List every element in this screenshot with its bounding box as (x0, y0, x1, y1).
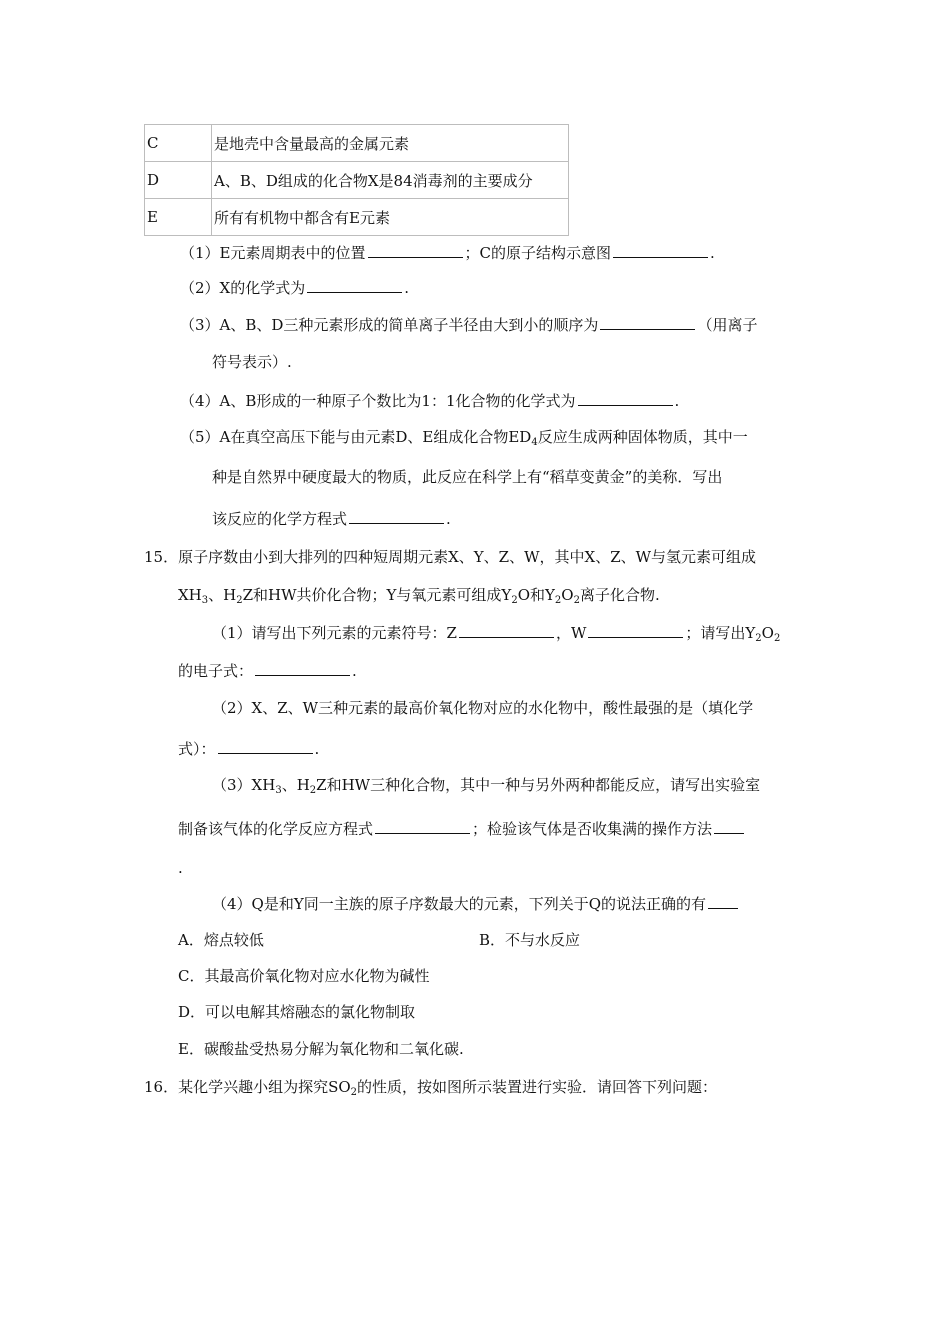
q15-part4-text: （4）Q是和Y同一主族的原子序数最大的元素，下列关于Q的说法正确的有 (212, 895, 707, 913)
q15-part2: （2）X、Z、W三种元素的最高价氧化物对应的水化物中，酸性最强的是（填化学 (212, 699, 754, 717)
q15-intro-line2 (178, 585, 660, 605)
q14-part5-line3 (212, 508, 451, 529)
q15-part4 (212, 893, 740, 914)
table-row (145, 125, 569, 162)
formula-text: O和Y (517, 586, 555, 604)
q15-part1-cont (178, 660, 357, 681)
subscript: 3 (275, 785, 282, 796)
formula-text: 、H (281, 776, 310, 794)
q14-part2 (180, 277, 409, 298)
q15-part1-text-c: ；请写出Y (685, 624, 756, 642)
subscript: 2 (554, 595, 562, 606)
formula-text: Z和HW共价化合物；Y与氧元素可组成Y (242, 586, 512, 604)
period: . (404, 279, 410, 297)
q15-part3-text: Z和HW三种化合物，其中一种与另外两种都能反应，请写出实验室 (316, 776, 761, 794)
q14-part2-text: （2）X的化学式为 (180, 279, 306, 297)
q15-part3-dot: . (178, 859, 183, 877)
answer-blank[interactable] (255, 660, 350, 676)
answer-blank[interactable] (714, 818, 744, 834)
period: . (314, 740, 320, 758)
table-cell-value: 所有有机物中都含有E元素 (212, 199, 569, 236)
subscript: 2 (236, 595, 243, 606)
q16-text: 16．某化学兴趣小组为探究SO (144, 1078, 351, 1096)
answer-blank[interactable] (349, 508, 444, 524)
table-cell-value: 是地壳中含量最高的金属元素 (212, 125, 569, 162)
subscript: 2 (350, 1087, 358, 1098)
option-c[interactable]: C．其最高价氧化物对应水化物为碱性 (178, 967, 430, 985)
q15-part2-cont (178, 738, 319, 759)
q14-part3-text: （3）A、B、D三种元素形成的简单离子半径由大到小的顺序为 (180, 316, 599, 334)
formula-text: O (561, 586, 574, 604)
subscript: 2 (309, 785, 317, 796)
subscript: 2 (755, 633, 762, 644)
option-d[interactable]: D．可以电解其熔融态的氯化物制取 (178, 1003, 416, 1021)
subscript: 3 (201, 595, 209, 606)
period: . (446, 510, 451, 528)
subscript: 2 (511, 595, 518, 606)
q15-part1-text-b: ，W (555, 624, 587, 642)
q14-part3-cont: 符号表示）. (212, 353, 292, 371)
q16-text-b: 的性质，按如图所示装置进行实验．请回答下列问题： (357, 1078, 718, 1096)
q15-part3 (212, 775, 760, 795)
q15-part2-text-b: 式）： (178, 740, 216, 758)
q14-part3-text-b: （用离子 (697, 316, 758, 334)
q14-part5-text-d: 该反应的化学方程式 (212, 510, 348, 528)
table-cell-value: A、B、D组成的化合物X是84消毒剂的主要成分 (212, 162, 569, 199)
formula-text: （3）XH (212, 776, 276, 794)
table-cell-key: E (145, 199, 212, 236)
q14-part1-text: （1）E元素周期表中的位置 (180, 244, 366, 262)
subscript: 2 (573, 595, 580, 606)
q14-part5 (180, 427, 748, 447)
answer-blank[interactable] (588, 622, 683, 638)
q14-part5-text-b: 反应生成两种固体物质，其中一 (537, 428, 748, 446)
q14-part4-text: （4）A、B形成的一种原子个数比为1：1化合物的化学式为 (180, 392, 576, 410)
answer-blank[interactable] (218, 738, 313, 754)
q15-part3-cont (178, 818, 746, 839)
formula-text: 离子化合物. (579, 586, 660, 604)
answer-blank[interactable] (368, 242, 463, 258)
q15-part3-text-b: 制备该气体的化学反应方程式 (178, 820, 374, 838)
subscript: 4 (531, 437, 538, 448)
answer-blank[interactable] (459, 622, 554, 638)
q15-part1-text: （1）请写出下列元素的元素符号：Z (212, 624, 457, 642)
q16-intro (144, 1077, 717, 1097)
answer-blank[interactable] (708, 893, 738, 909)
formula-text: O (761, 624, 774, 642)
period: . (709, 244, 715, 262)
option-e[interactable]: E．碳酸盐受热易分解为氧化物和二氧化碳. (178, 1040, 464, 1058)
q15-part1-text-d: 的电子式： (178, 662, 254, 680)
answer-blank[interactable] (613, 242, 708, 258)
q14-part1 (180, 242, 715, 263)
q14-part5-line2: 种是自然界中硬度最大的物质，此反应在科学上有“稻草变黄金”的美称．写出 (212, 468, 723, 486)
q14-part5-text: （5）A在真空高压下能与由元素D、E组成化合物ED (180, 428, 532, 446)
answer-blank[interactable] (578, 390, 673, 406)
option-b[interactable]: B．不与水反应 (479, 931, 581, 949)
period: . (352, 662, 357, 680)
table-row (145, 199, 569, 236)
formula-text: XH (178, 586, 202, 604)
answer-blank[interactable] (375, 818, 470, 834)
q14-part4 (180, 390, 679, 411)
formula-text: 、H (208, 586, 237, 604)
q15-part1 (212, 622, 780, 643)
table-cell-key: C (145, 125, 212, 162)
option-a[interactable]: A．熔点较低 (178, 931, 264, 949)
q15-intro: 15．原子序数由小到大排列的四种短周期元素X、Y、Z、W，其中X、Z、W与氢元素可组成 (144, 548, 757, 566)
period: . (674, 392, 680, 410)
q14-part1-text-b: ；C的原子结构示意图 (464, 244, 611, 262)
answer-blank[interactable] (600, 314, 695, 330)
q14-part3 (180, 314, 757, 335)
q15-part3-text-c: ；检验该气体是否收集满的操作方法 (472, 820, 713, 838)
element-info-table (144, 124, 569, 236)
table-row (145, 162, 569, 199)
table-cell-key: D (145, 162, 212, 199)
answer-blank[interactable] (307, 277, 402, 293)
subscript: 2 (773, 633, 781, 644)
